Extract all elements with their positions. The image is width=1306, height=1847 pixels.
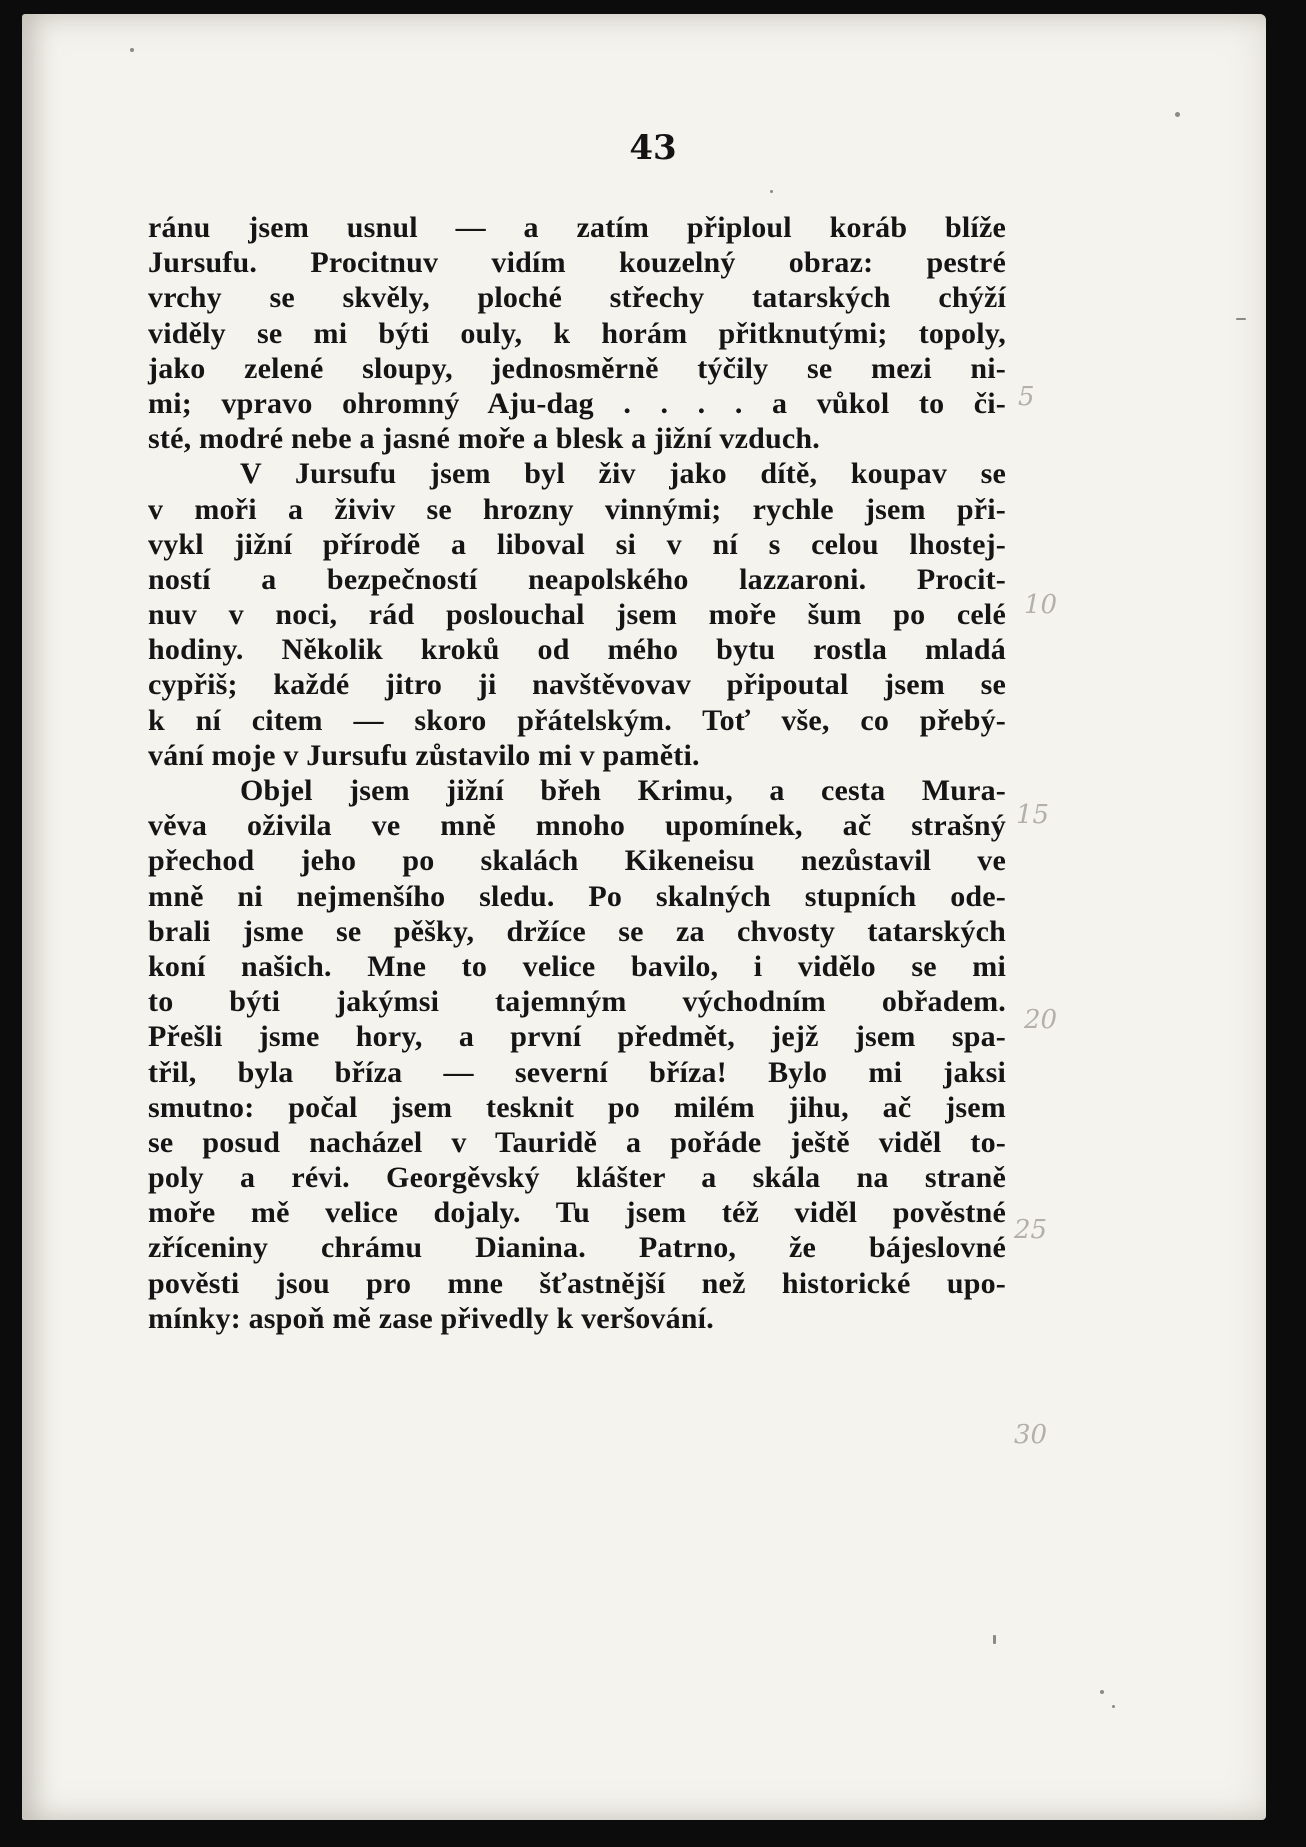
scan-speck [1236,318,1246,320]
text-line: věva oživila ve mně mnoho upomínek, ač strašný [148,809,1006,843]
text-line: třil, byla bříza — severní bříza! Bylo mi jaksi [148,1055,1006,1089]
text-line: Jursufu. Procitnuv vidím kouzelný obraz: pestré [148,246,1006,280]
text-line: přechod jeho po skalách Kikeneisu nezůstavil ve [148,844,1006,878]
body-text [148,210,1006,1336]
text-line: brali jsme se pěšky, držíce se za chvosty tatarských [148,914,1006,948]
scan-speck [1175,112,1180,117]
text-line: ránu jsem usnul — a zatím připloul koráb blíže [148,211,1006,244]
text-line: jako zelené sloupy, jednosměrně týčily se mezi ni- [148,351,1006,385]
margin-line-count-10: 10 [1024,590,1058,620]
text-line: sté, modré nebe a jasné moře a blesk a jižní vzduch. [148,422,821,456]
text-line: mínky: aspoň mě zase přivedly k veršování. [148,1301,714,1335]
text-line: nuv v noci, rád poslouchal jsem moře šum po celé [148,598,1006,632]
margin-line-count-5: 5 [1018,382,1035,412]
scan-speck [1112,1705,1115,1708]
margin-line-count-30: 30 [1014,1420,1048,1450]
text-line: mně ni nejmenšího sledu. Po skalných stupních ode- [148,879,1006,913]
text-line: viděly se mi býti ouly, k horám přitknutými; topoly, [148,316,1006,350]
margin-line-count-15: 15 [1016,800,1050,830]
margin-line-count-20: 20 [1024,1005,1058,1035]
text-line: hodiny. Několik kroků od mého bytu rostla mladá [148,633,1006,667]
text-line: vrchy se skvěly, ploché střechy tatarských chýží [148,281,1006,315]
text-line: vykl jižní přírodě a liboval si v ní s celou lhostej- [148,527,1006,561]
page-number: 43 [629,128,677,168]
scan-speck [770,190,773,193]
text-line: zříceniny chrámu Dianina. Patrno, že bájeslovné [148,1231,1006,1265]
text-line: moře mě velice dojaly. Tu jsem též viděl pověstné [148,1196,1006,1230]
scan-speck [130,48,134,52]
text-line: vání moje v Jursufu zůstavilo mi v paměti. [148,738,700,772]
text-line: k ní citem — skoro přátelským. Toť vše, co přebý- [148,703,1006,737]
text-line: koní našich. Mne to velice bavilo, i vidělo se mi [148,949,1006,983]
text-line: mi; vpravo ohromný Aju-dag . . . . a vůkol to či- [148,386,1006,420]
text-line: poly a révi. Georgěvský klášter a skála na straně [148,1161,1006,1195]
scan-speck [1100,1690,1104,1694]
paragraph-start-line: V Jursufu jsem byl živ jako dítě, koupav se [240,457,1006,491]
margin-line-count-25: 25 [1014,1215,1048,1245]
text-line: cypřiš; každé jitro ji navštěvovav připoutal jsem se [148,668,1006,702]
text-line: pověsti jsou pro mne šťastnější než historické upo- [148,1266,1006,1300]
paragraph-start-line: Objel jsem jižní břeh Krimu, a cesta Mura- [240,774,1006,807]
text-line: Přešli jsme hory, a první předmět, jejž jsem spa- [148,1020,1006,1054]
text-line: v moři a živiv se hrozny vinnými; rychle jsem při- [148,492,1006,526]
text-line: ností a bezpečností neapolského lazzaroni. Procit- [148,562,1006,596]
text-line: se posud nacházel v Tauridě a pořáde ještě viděl to- [148,1125,1006,1159]
text-line: to býti jakýmsi tajemným východním obřadem. [148,985,1006,1019]
text-line: smutno: počal jsem tesknit po milém jihu, ač jsem [148,1090,1006,1124]
scan-speck [993,1635,996,1644]
